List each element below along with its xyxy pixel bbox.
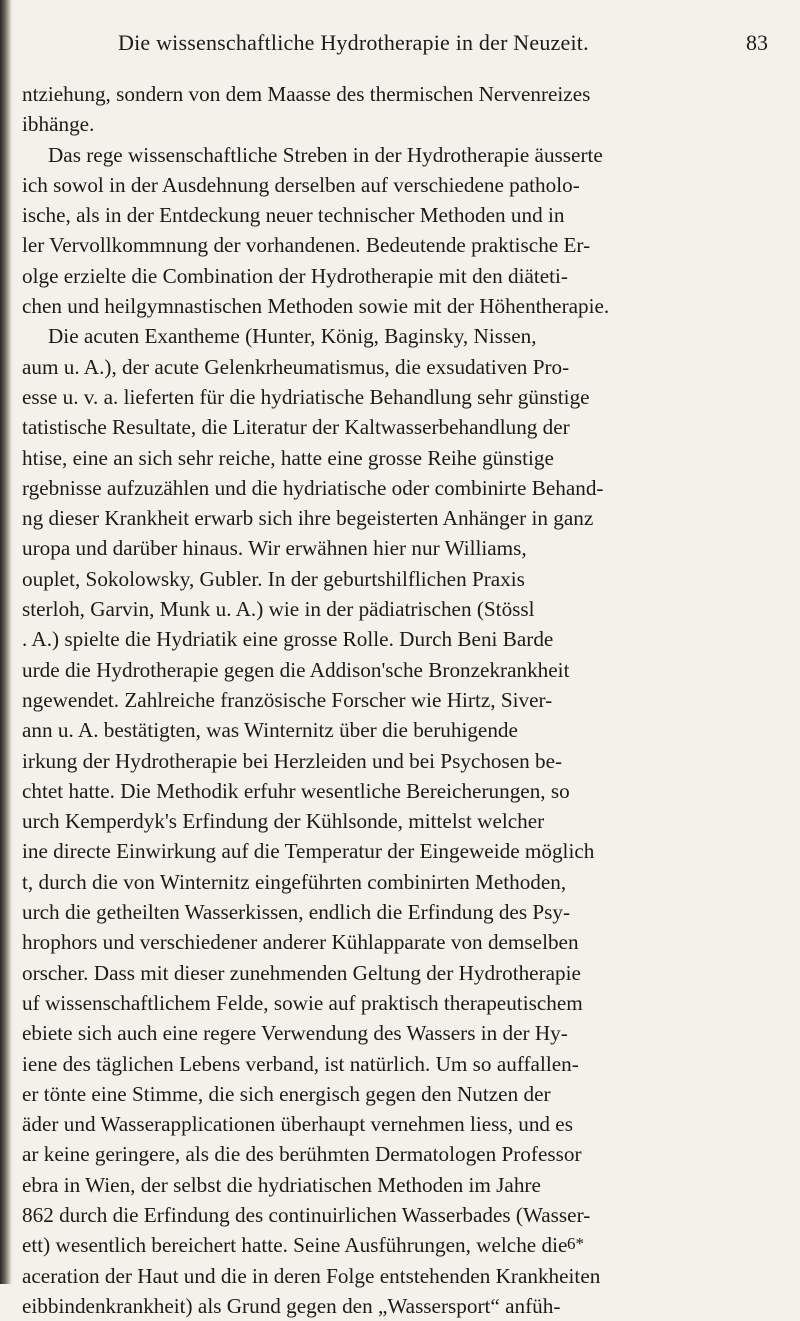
text-line: ng dieser Krankheit erwarb sich ihre begeisterten Anhänger in ganz <box>22 506 594 531</box>
text-line: Die acuten Exantheme (Hunter, König, Baginsky, Nissen, <box>48 324 537 349</box>
text-line: ngewendet. Zahlreiche französische Forscher wie Hirtz, Siver- <box>22 687 553 712</box>
text-line: chtet hatte. Die Methodik erfuhr wesentliche Bereicherungen, so <box>22 778 570 803</box>
text-line: äder und Wasserapplicationen überhaupt vernehmen liess, und es <box>22 1112 573 1137</box>
text-line: ebiete sich auch eine regere Verwendung des Wassers in der Hy- <box>22 1021 568 1046</box>
running-title: Die wissenschaftliche Hydrotherapie in der Neuzeit. <box>118 30 589 55</box>
text-line: esse u. v. a. lieferten für die hydriatische Behandlung sehr günstige <box>22 384 590 409</box>
text-line: aceration der Haut und die in deren Folge entstehenden Krankheiten <box>22 1263 601 1288</box>
text-line: urde die Hydrotherapie gegen die Addison'sche Bronzekrankheit <box>22 657 570 682</box>
text-line: aum u. A.), der acute Gelenkrheumatismus, die exsudativen Pro- <box>22 354 570 379</box>
text-line: . A.) spielte die Hydriatik eine grosse Rolle. Durch Beni Barde <box>22 627 554 652</box>
text-line: ische, als in der Entdeckung neuer technischer Methoden und in <box>22 203 565 228</box>
text-line: sterloh, Garvin, Munk u. A.) wie in der pädiatrischen (Stössl <box>22 597 535 622</box>
text-line: er tönte eine Stimme, die sich energisch gegen den Nutzen der <box>22 1081 551 1106</box>
text-line: ine directe Einwirkung auf die Temperatur der Eingeweide möglich <box>22 839 595 864</box>
text-line: urch die getheilten Wasserkissen, endlich die Erfindung des Psy- <box>22 900 571 925</box>
text-line: olge erzielte die Combination der Hydrotherapie mit den diäteti- <box>22 263 568 288</box>
text-line: ibhänge. <box>22 112 95 137</box>
text-line: ler Vervollkommnung der vorhandenen. Bedeutende praktische Er- <box>22 233 591 258</box>
text-line: tatistische Resultate, die Literatur der Kaltwasserbehandlung der <box>22 415 570 440</box>
page-header <box>0 30 800 60</box>
text-line: ar keine geringere, als die des berühmten Dermatologen Professor <box>22 1142 582 1167</box>
text-line: ntziehung, sondern von dem Maasse des thermischen Nervenreizes <box>22 82 591 106</box>
text-line: uropa und darüber hinaus. Wir erwähnen hier nur Williams, <box>22 536 527 561</box>
page-number: 83 <box>746 30 768 55</box>
signature-mark: 6* <box>567 1234 584 1253</box>
text-line: urch Kemperdyk's Erfindung der Kühlsonde, mittelst welcher <box>22 809 545 834</box>
text-line: hrophors und verschiedener anderer Kühlapparate von demselben <box>22 930 579 955</box>
text-line: irkung der Hydrotherapie bei Herzleiden und bei Psychosen be- <box>22 748 563 773</box>
text-line: rgebnisse aufzuzählen und die hydriatische oder combinirte Behand- <box>22 475 604 500</box>
text-line: eibbindenkrankheit) als Grund gegen den „Wassersport“ anfüh- <box>22 1293 561 1318</box>
text-line: ebra in Wien, der selbst die hydriatischen Methoden im Jahre <box>22 1172 541 1197</box>
text-line: chen und heilgymnastischen Methoden sowie mit der Höhentherapie. <box>22 294 610 319</box>
text-line: uf wissenschaftlichem Felde, sowie auf praktisch therapeutischem <box>22 990 583 1015</box>
text-line: 862 durch die Erfindung des continuirlichen Wasserbades (Wasser- <box>22 1202 591 1227</box>
text-line: orscher. Dass mit dieser zunehmenden Geltung der Hydrotherapie <box>22 960 581 985</box>
text-line: ich sowol in der Ausdehnung derselben auf verschiedene patholo- <box>22 172 580 197</box>
text-line: htise, eine an sich sehr reiche, hatte eine grosse Reihe günstige <box>22 445 554 470</box>
text-line: Das rege wissenschaftliche Streben in der Hydrotherapie äusserte <box>48 142 603 167</box>
text-line: iene des täglichen Lebens verband, ist natürlich. Um so auffallen- <box>22 1051 579 1076</box>
text-line: ett) wesentlich bereichert hatte. Seine Ausführungen, welche die <box>22 1233 568 1258</box>
text-line: ann u. A. bestätigten, was Winternitz über die beruhigende <box>22 718 518 743</box>
page-gutter-shadow <box>0 0 12 1284</box>
text-line: ouplet, Sokolowsky, Gubler. In der geburtshilflichen Praxis <box>22 566 525 591</box>
text-line: t, durch die von Winternitz eingeführten combinirten Methoden, <box>22 869 567 894</box>
body-text <box>22 79 782 1321</box>
